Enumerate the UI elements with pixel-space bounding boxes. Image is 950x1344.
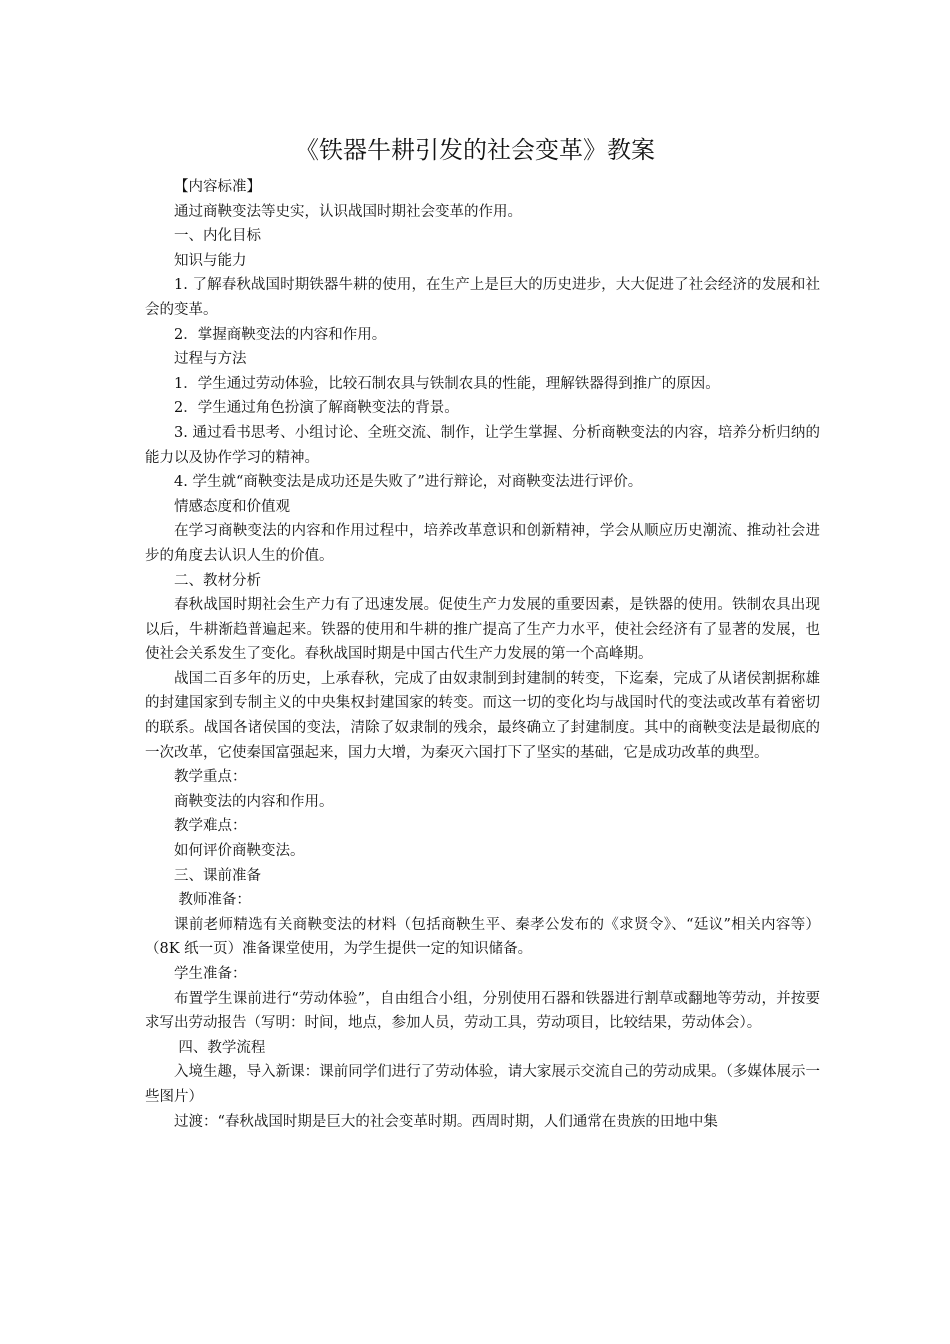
paragraph: 入境生趣，导入新课：课前同学们进行了劳动体验，请大家展示交流自己的劳动成果。（多媒体展示一些图片） <box>145 1064 820 1105</box>
label-difficulties: 教学难点： <box>174 818 247 835</box>
label-teacher-preparation: 教师准备： <box>178 892 251 909</box>
paragraph: 过渡：“春秋战国时期是巨大的社会变革时期。西周时期，人们通常在贵族的田地中集 <box>174 1113 718 1130</box>
list-item: 2．学生通过角色扮演了解商鞅变法的背景。 <box>174 400 459 417</box>
paragraph: 如何评价商鞅变法。 <box>174 843 305 860</box>
section-heading-material-analysis: 二、教材分析 <box>174 572 261 589</box>
list-item: 2．掌握商鞅变法的内容和作用。 <box>174 326 387 343</box>
list-item: 4. 学生就“商鞅变法是成功还是失败了”进行辩论，对商鞅变法进行评价。 <box>174 474 643 491</box>
subheading-process-method: 过程与方法 <box>174 351 247 368</box>
list-item: 1．学生通过劳动体验，比较石制农具与铁制农具的性能，理解铁器得到推广的原因。 <box>174 375 720 392</box>
document-title: 《铁器牛耕引发的社会变革》教案 <box>295 136 655 164</box>
paragraph: 课前老师精选有关商鞅变法的材料（包括商鞅生平、秦孝公发布的《求贤令》、“廷议”相关内容等）（8K 纸一页）准备课堂使用，为学生提供一定的知识储备。 <box>145 916 820 958</box>
subheading-attitude-values: 情感态度和价值观 <box>174 498 290 515</box>
section-heading-preparation: 三、课前准备 <box>174 867 261 884</box>
paragraph: 通过商鞅变法等史实，认识战国时期社会变革的作用。 <box>174 203 522 220</box>
label-student-preparation: 学生准备： <box>174 966 247 982</box>
list-item: 3. 通过看书思考、小组讨论、全班交流、制作，让学生掌握、分析商鞅变法的内容，培养分析归纳的能力以及协作学习的精神。 <box>145 424 820 466</box>
section-heading-teaching-process: 四、教学流程 <box>178 1039 266 1056</box>
paragraph: 在学习商鞅变法的内容和作用过程中，培养改革意识和创新精神，学会从顺应历史潮流、推动社会进步的角度去认识人生的价值。 <box>145 523 820 564</box>
label-key-points: 教学重点： <box>174 769 247 786</box>
paragraph: 战国二百多年的历史，上承春秋，完成了由奴隶制到封建制的转变，下迄秦，完成了从诸侯割据称雄的封建国家到专制主义的中央集权封建国家的转变。而这一切的变化均与战国时代的变法或改革有着密切的联系。战国各诸侯国的变法，清除了奴隶制的残余，最终确立了封建制度。其中的商鞅变法是最彻底的一次改革，它使秦国富强起来，国力大增，为秦灭六国打下了坚实的基础，它是成功改革的典型。 <box>145 670 820 761</box>
paragraph: 布置学生课前进行“劳动体验”，自由组合小组，分别使用石器和铁器进行割草或翻地等劳动，并按要求写出劳动报告（写明：时间，地点，参加人员，劳动工具，劳动项目，比较结果，劳动体会）。 <box>145 990 820 1032</box>
subheading-knowledge-ability: 知识与能力 <box>174 252 247 269</box>
document-body <box>145 175 820 1134</box>
list-item: 1. 了解春秋战国时期铁器牛耕的使用，在生产上是巨大的历史进步，大大促进了社会经济的发展和社会的变革。 <box>145 277 820 318</box>
section-heading-content-standard: 【内容标准】 <box>174 179 261 195</box>
section-heading-goals: 一、内化目标 <box>174 228 261 245</box>
paragraph: 春秋战国时期社会生产力有了迅速发展。促使生产力发展的重要因素，是铁器的使用。铁制农具出现以后，牛耕渐趋普遍起来。铁器的使用和牛耕的推广提高了生产力水平，使社会经济有了显著的发展，也使社会关系发生了变化。春秋战国时期是中国古代生产力发展的第一个高峰期。 <box>145 597 820 663</box>
paragraph: 商鞅变法的内容和作用。 <box>174 793 334 810</box>
